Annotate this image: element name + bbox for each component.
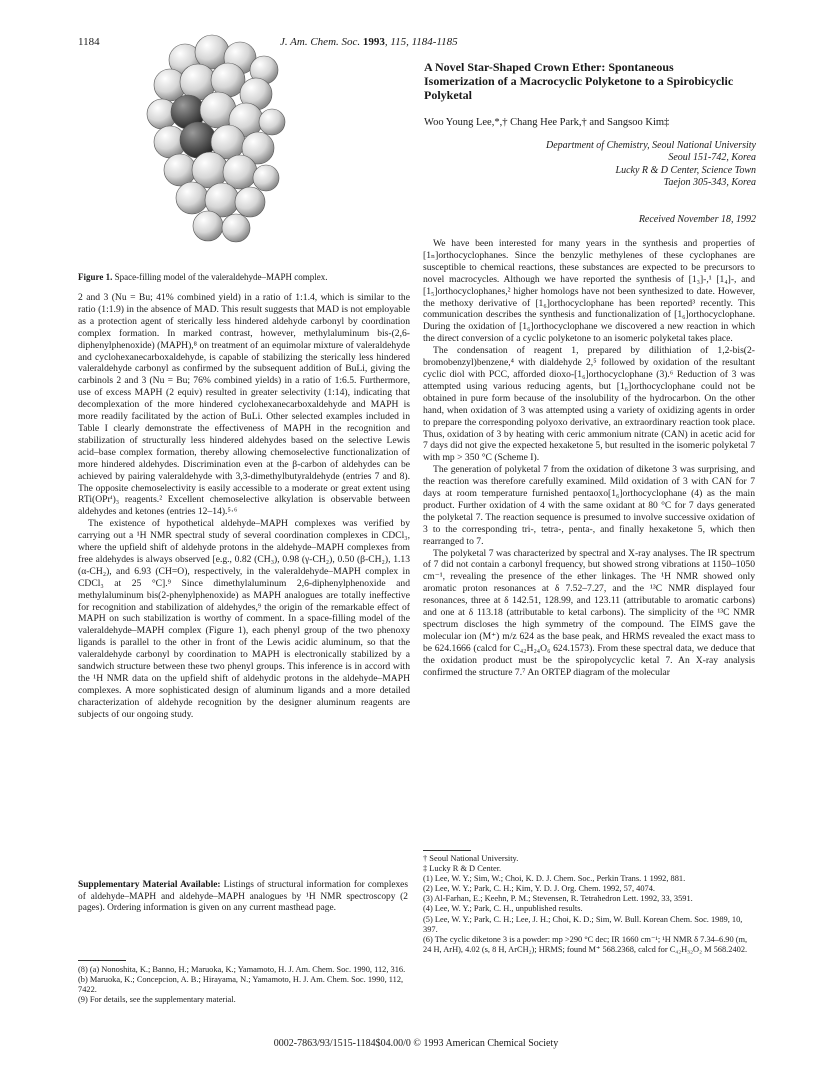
right-paragraph: We have been interested for many years in the synthesis and properties of [1ₙ]orthocyclophanes. Since the benzylic methylenes of these cyclophanes are susceptible to chemical reactions, these substances are expected to be precursors to novel macrocycles. Although we have reported the synthesis of [1₃]-,¹ [1₄]-, and [1₅]orthocyclophanes,² higher homologs have not been synthesized to date. However, the methoxy derivative of [1₆]orthocyclophane has been reported³ recently. This communication describes the synthesis and functionalization of [1₆]orthocyclophane. During the oxidation of [1₆]orthocyclophane we discovered a new reaction in which the direct conversion of a cyclic polyketone to an isomeric polyketal takes place. [423, 238, 755, 345]
article-authors: Woo Young Lee,*,† Chang Hee Park,† and Sangsoo Kim‡ [424, 117, 670, 128]
figure-caption [78, 272, 408, 282]
footnote-rule [78, 960, 126, 961]
footnote: (1) Lee, W. Y.; Sim, W.; Choi, K. D. J. Chem. Soc., Perkin Trans. 1 1992, 881. [423, 874, 686, 884]
figure-label: Figure 1. [78, 272, 113, 282]
affiliation-line: Department of Chemistry, Seoul National University [546, 140, 756, 151]
running-header [280, 36, 458, 48]
footnote: (3) Al-Farhan, E.; Keehn, P. M.; Stevensen, R. Tetrahedron Lett. 1992, 33, 3591. [423, 894, 693, 904]
footnote: (8) (a) Nonoshita, K.; Banno, H.; Maruoka, K.; Yamamoto, H. J. Am. Chem. Soc. 1990, 112, 316. (b) Maruoka, K.; Concepcion, A. B.; Hirayama, N.; Yamamoto, H. J. Am. Chem. Soc. 1990, 112, 7422. [78, 965, 406, 995]
right-paragraph: The condensation of reagent 1, prepared by dilithiation of 1,2-bis(2-bromobenzyl)benzene,⁴ with dialdehyde 2,⁵ followed by oxidation of the resultant cyclic diol with PCC, afforded dioxo-[1₆]orthocyclophane (3).⁶ Reduction of 3 was attempted using various reducing agents, but [1₆]orthocyclophane could not be obtained in pure form because of the insolubility of the hydrocarbon. On the other hand, when oxidation of 3 was attempted using a variety of oxidizing agents in order to prepare the corresponding polyoxo derivative, an extraordinary reaction took place. Thus, oxidation of 3 by heating with ceric ammonium nitrate (CAN) in acetic acid for 7 days did not give the expected hexaketone 5, but resulted in the isomeric polyketal 7 with mp > 350 °C (Scheme I). [423, 345, 755, 464]
page-footer: 0002-7863/93/1515-1184$04.00/0 © 1993 American Chemical Society [273, 1038, 559, 1049]
right-paragraph: The polyketal 7 was characterized by spectral and X-ray analyses. The IR spectrum of 7 did not contain a carbonyl frequency, but showed strong vibrations at 1150–1050 cm⁻¹, revealing the presence of the ether linkages. The ¹H NMR showed only aromatic proton resonances at δ 7.52–7.27, and the ¹³C NMR displayed four resonances, three at δ 142.51, 128.99, and 123.11 (attributable to aromatic carbons) and one at δ 113.18 (attributable to ketal carbons). The simplicity of the ¹³C NMR spectrum discloses the high symmetry of the compound. The EIMS gave the molecular ion (M⁺) m/z 624 as the base peak, and HRMS revealed the exact mass to be 624.1666 (calcd for C₄₂H₂₄O₆ 624.1573). From these spectral data, we deduce that the oxidation product must be the spiropolycyclic ketal 7. An X-ray analysis confirmed the structure 7.⁷ An ORTEP diagram of the molecular [423, 547, 755, 678]
footnote: (5) Lee, W. Y.; Park, C. H.; Lee, J. H.; Choi, K. D.; Sim, W. Bull. Korean Chem. Soc. 1989, 10, 397. [423, 914, 743, 934]
supplementary-text: Listings of structural information for complexes of aldehyde–MAPH and aldehyde–MAPH analogues by ¹H NMR spectroscopy (2 pages). Ordering information is given on any current masthead page. [78, 880, 408, 914]
affiliation-line: Lucky R & D Center, Science Town [615, 164, 756, 176]
footnote-rule [423, 850, 471, 851]
footnote: (4) Lee, W. Y.; Park, C. H., unpublished results. [423, 904, 583, 914]
footnote: (2) Lee, W. Y.; Park, C. H.; Kim, Y. D. J. Org. Chem. 1992, 57, 4074. [423, 884, 656, 894]
footnote: ‡ Lucky R & D Center. [423, 864, 502, 874]
left-paragraph: The existence of hypothetical aldehyde–MAPH complexes was verified by carrying out a ¹H NMR spectral study of several coordination complexes in CDCl₃, where the upfield shift of aldehyde protons in the aldehyde–MAPH complexes from free aldehydes is always observed [e.g., 0.82 (CH₃), 0.98 (γ-CH₂), 0.50 (β-CH₂), 1.13 (α-CH₂), and 6.93 (CH=O), respectively, in the valeraldehyde–MAPH complex in CDCl₃ at 25 °C].⁹ Since dimethylaluminum 2,6-diphenylphenoxide and methylaluminum bis(2-phenylphenoxide) as MAPH analogues are totally ineffective for recognition and stabilization of aldehydes,⁹ the origin of the remarkable effect of MAPH on such stabilization is worthy of comment. In a space-filling model of the valeraldehyde–MAPH complex (Figure 1), each phenyl group of the two phenoxy ligands is parallel to the other in front of the Lewis acidic aluminum, so that the valeraldehyde carbonyl by coordination to MAPH is electronically stabilized by a sandwich structure between these two phenyl groups. This inference is in accord with the ¹H NMR data on the upfield shift of aldehydic protons in the aldehyde–MAPH complexes. A more sophisticated design of aluminum ligands and a more detailed characterization of aldehyde recognition by the designer aluminum reagents are subjects of our ongoing study. [78, 518, 410, 720]
figure-caption-text: Space-filling model of the valeraldehyde–MAPH complex. [112, 272, 328, 282]
affiliation [436, 140, 756, 190]
right-column-text [423, 238, 755, 679]
journal-volume-pages: , 115, 1184-1185 [384, 36, 458, 48]
right-paragraph: The generation of polyketal 7 from the oxidation of diketone 3 was surprising, and the reaction was therefore carefully examined. Mild oxidation of 3 with CAN for 7 days at room temperature furnished pentaoxo[1₆]orthocyclophane (4) as the main product. Further oxidation of 4 with the same oxidant at 80 °C for 7 days generated the polyketal 7. The reaction sequence is presumed to involve successive oxidation of 3 to the corresponding tri-, tetra-, penta-, and finally hexaketone 5, which then rearranged to 7. [423, 464, 755, 547]
footnote: (9) For details, see the supplementary material. [78, 995, 236, 1005]
supplementary-material [78, 880, 408, 915]
footnote: (6) The cyclic diketone 3 is a powder: mp >290 °C dec; IR 1660 cm⁻¹; ¹H NMR δ 7.34–6.90 (m, 24 H, ArH), 4.02 (s, 8 H, ArCH₂); HRMS; found M⁺ 568.2368, calcd for C₄₂H₃₂O₂ M 568.2402. [423, 934, 748, 954]
left-paragraph: 2 and 3 (Nu = Bu; 41% combined yield) in a ratio of 1:1.4, which is similar to the ratio (1:1.9) in the absence of MAD. This result suggests that MAD is not employable as a protection agent of sterically less hindered aldehyde carbonyl by coordination complex formation. In marked contrast, however, methylaluminum bis-(2,6-diphenylphenoxide) (MAPH),⁸ on treatment of an equimolar mixture of valeraldehyde and cyclohexanecarboxaldehyde, is capable of stabilizing the sterically less hindered valeraldehyde carbonyl as confirmed by the subsequent addition of BuLi, giving the carbinols 2 and 3 (Nu = Bu; 76% combined yields) in a ratio of 1:6.5. Furthermore, use of excess MAPH (2 equiv) resulted in greater selectivity (1:14), indicating that decomplexation of the more hindered cyclohexanecarboxaldehyde and MAPH is more readily facilitated by the action of BuLi. Other selected examples included in Table I clearly demonstrate the effectiveness of MAPH in the recognition and stabilization of structurally less hindered aldehydes based on the selective Lewis acid–base complex formation, thereby allowing chemoselective functionalization of more hindered aldehydes. Discrimination even at the β-carbon of aldehydes can be achieved by pairing valeraldehyde with 3,3-dimethylbutyraldehyde (entries 7 and 8). The opposite chemoselectivity is easily accessible to a moderate or great extent using RTi(OPrⁱ)₃ reagents.² Excellent chemoselective alkylation is observable between aldehydes and ketones (entries 12–14).⁵·⁶ [78, 292, 410, 518]
page-number: 1184 [78, 36, 100, 48]
space-filling-model-figure [140, 30, 290, 250]
article-title: A Novel Star-Shaped Crown Ether: Spontaneous Isomerization of a Macrocyclic Polyketone to a Spirobicyclic Polyketal [424, 60, 734, 102]
left-footnotes [78, 965, 410, 1005]
journal-name: J. Am. Chem. Soc. [280, 36, 361, 48]
journal-year: 1993 [362, 36, 385, 48]
received-date: Received November 18, 1992 [638, 214, 756, 225]
supplementary-label: Supplementary Material Available: [78, 880, 221, 890]
footnote: † Seoul National University. [423, 854, 519, 863]
right-footnotes [423, 854, 755, 955]
left-column-text [78, 292, 410, 721]
space-filling-model-image [140, 30, 290, 250]
affiliation-line: Taejon 305-343, Korea [663, 177, 756, 189]
affiliation-line: Seoul 151-742, Korea [668, 152, 756, 164]
